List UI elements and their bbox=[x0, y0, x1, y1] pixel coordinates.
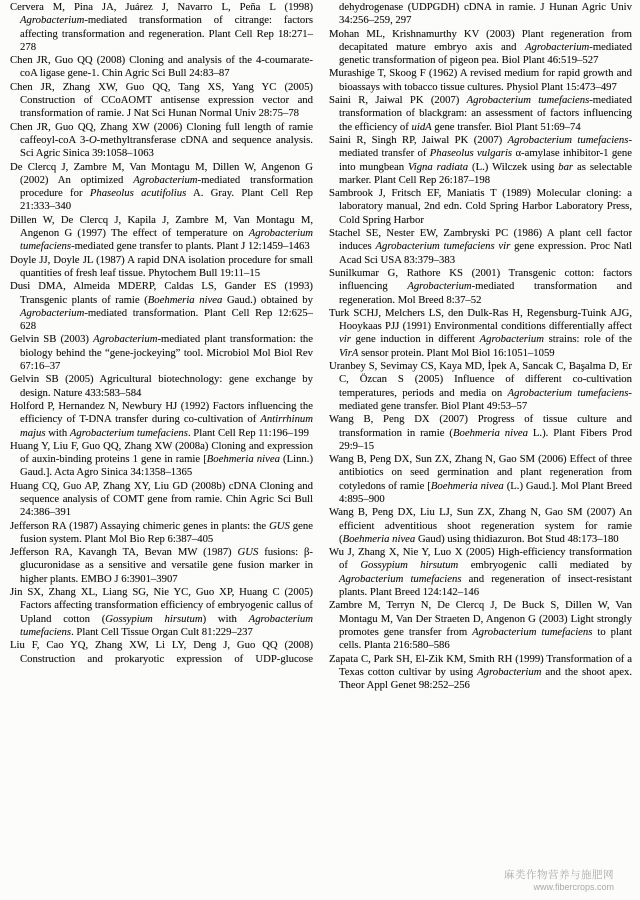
reference-entry bbox=[329, 227, 632, 267]
reference-text: Uranbey S, Sevimay CS, Kaya MD, İpek A, Sancak C, Başalma D, Er C, Özcan S (2005) Influence of different co-cultivation temperatures, periods and media on bbox=[329, 360, 632, 399]
reference-entry bbox=[10, 333, 313, 373]
reference-entry bbox=[329, 413, 632, 453]
reference-text: fusions: β-glucuronidase as a sensitive and versatile gene fusion marker in higher plants. EMBO J 6:3901–3907 bbox=[20, 546, 313, 585]
reference-text: gene fusion system. Plant Mol Bio Rep 6:387–405 bbox=[20, 519, 313, 545]
reference-entry bbox=[329, 267, 632, 307]
reference-column-left bbox=[10, 1, 313, 666]
reference-text: Huang Y, Liu F, Guo QQ, Zhang XW (2008a) Cloning and expression of auxin-binding proteins 1 gene in ramie [ bbox=[10, 439, 313, 466]
reference-entry bbox=[10, 280, 313, 333]
reference-text: gene induction in different bbox=[350, 333, 480, 346]
reference-text: L.). Plant Fibers Prod 29:9–15 bbox=[339, 426, 633, 452]
reference-text: -mediated transformation and regeneration. Mol Breed 8:37–52 bbox=[339, 280, 632, 306]
reference-entry bbox=[329, 653, 632, 693]
reference-italic-term: O bbox=[88, 133, 97, 146]
reference-italic-term: Boehmeria nivea bbox=[206, 453, 280, 466]
site-watermark bbox=[504, 869, 614, 893]
reference-entry bbox=[329, 67, 632, 94]
reference-text: Zambre M, Terryn N, De Clercq J, De Buck S, Dillen W, Van Montagu M, Van Der Straeten D, Angenon G (2003) Light strongly promotes gene transfer from bbox=[329, 599, 632, 638]
reference-text: Chen JR, Guo QQ, Zhang XW (2006) Cloning full length of ramie caffeoyl-coA 3- bbox=[10, 120, 313, 146]
reference-italic-term: Agrobacterium tumefaciens bbox=[466, 94, 590, 107]
reference-text: sensor protein. Plant Mol Biol 16:1051–1059 bbox=[358, 346, 555, 359]
reference-text: De Clercq J, Zambre M, Van Montagu M, Dillen W, Angenon G (2002) An optimized bbox=[10, 160, 313, 186]
reference-text: Gaud.) obtained by bbox=[222, 293, 313, 306]
reference-entry-continued bbox=[329, 1, 632, 28]
reference-entry bbox=[329, 506, 632, 546]
reference-text: Chen JR, Zhang XW, Guo QQ, Tang XS, Yang YC (2005) Construction of CCoAOMT antisense expression vector and transformation of ramie. J Nat Sci Hunan Normal Univ 28:75–78 bbox=[10, 80, 313, 120]
reference-text: Dusi DMA, Almeida MDERP, Caldas LS, Gander ES (1993) Transgenic plants of ramie ( bbox=[10, 280, 313, 306]
reference-entry bbox=[10, 373, 313, 400]
reference-italic-term: Agrobacterium tumefaciens bbox=[69, 426, 188, 439]
reference-text: (L.) Wilczek using bbox=[468, 160, 559, 173]
reference-entry bbox=[329, 546, 632, 599]
reference-text: Saini R, Jaiwal PK (2007) bbox=[329, 94, 467, 107]
reference-text: Huang CQ, Guo AP, Zhang XY, Liu GD (2008b) cDNA Cloning and sequence analysis of COMT gene from ramie. Chin Agric Sci Bull 24:386–391 bbox=[10, 479, 313, 519]
reference-entry bbox=[329, 599, 632, 652]
reference-text: dehydrogenase (UDPGDH) cDNA in ramie. J Hunan Agric Univ 34:256–259, 297 bbox=[339, 1, 632, 27]
reference-text: and regeneration of insect-resistant plants. Plant Breed 124:142–146 bbox=[339, 572, 632, 599]
reference-text: α-amylase inhibitor-1 gene into mungbean bbox=[339, 147, 632, 173]
reference-text: Mohan ML, Krishnamurthy KV (2003) Plant regeneration from decapitated mature embryo axis and bbox=[329, 27, 632, 53]
reference-text: -mediated transformation procedure for bbox=[20, 173, 313, 200]
reference-italic-term: Agrobacterium bbox=[524, 40, 590, 53]
reference-entry bbox=[329, 307, 632, 360]
reference-entry bbox=[329, 187, 632, 227]
reference-text: Dillen W, De Clercq J, Kapila J, Zambre M, Van Montagu M, Angenon G (1997) The effect of temperature on bbox=[10, 213, 313, 240]
reference-entry bbox=[10, 440, 313, 480]
reference-text: gene expression. Proc Natl Acad Sci USA 83:379–383 bbox=[339, 240, 633, 266]
reference-italic-term: Agrobacterium tumefaciens bbox=[472, 625, 593, 638]
reference-text: Cervera M, Pina JA, Juárez J, Navarro L, Peña L (1998) bbox=[10, 1, 313, 13]
reference-text: Sunilkumar G, Rathore KS (2001) Transgenic cotton: factors influencing bbox=[329, 266, 632, 293]
reference-text: . Plant Cell Tissue Organ Cult 81:229–237 bbox=[71, 625, 253, 638]
reference-text: strains: role of the bbox=[543, 333, 632, 346]
reference-entry bbox=[10, 214, 313, 254]
reference-italic-term: Agrobacterium bbox=[477, 665, 542, 678]
reference-italic-term: GUS bbox=[237, 546, 259, 559]
watermark-url: www.fibercrops.com bbox=[533, 882, 614, 892]
reference-italic-term: uidA bbox=[411, 120, 432, 133]
reference-italic-term: Vigna radiata bbox=[407, 160, 469, 173]
reference-text: with bbox=[45, 426, 70, 439]
reference-italic-term: Phaseolus acutifolius bbox=[89, 187, 187, 200]
reference-entry bbox=[10, 81, 313, 121]
reference-italic-term: vir bbox=[339, 333, 351, 346]
reference-text: Jefferson RA (1987) Assaying chimeric genes in plants: the bbox=[10, 519, 270, 532]
reference-entry bbox=[10, 161, 313, 214]
reference-italic-term: Agrobacterium tumefaciens bbox=[507, 386, 629, 399]
reference-entry bbox=[329, 94, 632, 134]
reference-text: Sambrook J, Fritsch EF, Maniatis T (1989) Molecular cloning: a laboratory manual, 2nd edn. Cold Spring Harbor Laboratory Press, Cold Spring Harbor bbox=[329, 187, 632, 226]
reference-italic-term: Phaseolus vulgaris bbox=[429, 147, 513, 160]
reference-entry bbox=[329, 360, 632, 413]
reference-text: Wang B, Peng DX (2007) Progress of tissue culture and transformation in ramie ( bbox=[329, 413, 632, 439]
reference-entry bbox=[10, 586, 313, 639]
reference-text: A. Gray. Plant Cell Rep 21:333–340 bbox=[20, 187, 314, 213]
reference-italic-term: Agrobacterium bbox=[20, 306, 85, 319]
reference-text: -methyltransferase cDNA and sequence analysis. Sci Agric Sinica 39:1058–1063 bbox=[20, 133, 313, 160]
reference-text: Murashige T, Skoog F (1962) A revised medium for rapid growth and bioassays with tobacco tissue cultures. Physiol Plant 15:473–497 bbox=[329, 67, 632, 93]
reference-text: Jefferson RA, Kavangh TA, Bevan MW (1987) bbox=[10, 546, 238, 559]
reference-text: Zapata C, Park SH, El-Zik KM, Smith RH (1999) Transformation of a Texas cotton cultivar by using bbox=[329, 652, 632, 678]
reference-text: Wu J, Zhang X, Nie Y, Luo X (2005) High-efficiency transformation of bbox=[329, 546, 632, 572]
reference-entry bbox=[10, 54, 313, 81]
reference-entry bbox=[10, 254, 313, 281]
reference-italic-term: Boehmeria nivea bbox=[342, 532, 416, 545]
reference-text: Chen JR, Guo QQ (2008) Cloning and analysis of the 4-coumarate-coA ligase gene-1. Chin Agric Sci Bull 24:83–87 bbox=[10, 54, 313, 80]
reference-italic-term: Agrobacterium bbox=[93, 333, 158, 346]
reference-text: -mediated transformation. Plant Cell Rep 12:625–628 bbox=[20, 306, 313, 333]
reference-entry bbox=[10, 1, 313, 54]
reference-text: ) with bbox=[202, 612, 249, 625]
reference-italic-term: Agrobacterium tumefaciens bbox=[20, 227, 313, 253]
reference-italic-term: Boehmeria nivea bbox=[430, 479, 504, 492]
reference-italic-term: Agrobacterium tumefaciens bbox=[339, 572, 462, 585]
reference-text: -mediated transformation of blackgram: an assessment of factors influencing the efficiency of bbox=[339, 94, 632, 133]
reference-entry bbox=[10, 546, 313, 586]
reference-italic-term: Agrobacterium tumefaciens bbox=[20, 612, 313, 638]
reference-text: Wang B, Peng DX, Sun ZX, Zhang N, Gao SM (2006) Effect of three antibiotics on seed germination and plant regeneration from cotyledons of ramie [ bbox=[329, 453, 632, 492]
reference-italic-term: Gossypium hirsutum bbox=[105, 612, 203, 625]
reference-italic-term: Boehmeria nivea bbox=[147, 293, 223, 306]
reference-italic-term: GUS bbox=[269, 519, 290, 532]
reference-italic-term: Agrobacterium tumefaciens vir bbox=[375, 240, 511, 253]
reference-text: Gelvin SB (2003) bbox=[10, 333, 94, 346]
reference-italic-term: Gossypium hirsutum bbox=[360, 559, 459, 572]
reference-entry bbox=[329, 134, 632, 187]
reference-text: as selectable marker. Plant Cell Rep 26:187–198 bbox=[339, 160, 632, 186]
reference-italic-term: Agrobacterium bbox=[407, 280, 472, 293]
reference-text: . Plant Cell Rep 11:196–199 bbox=[187, 426, 309, 439]
reference-text: Gelvin SB (2005) Agricultural biotechnology: gene exchange by design. Nature 433:583–584 bbox=[10, 373, 313, 399]
reference-text: -mediated plant transformation: the biology behind the “gene-jockeying” tool. Microbiol Mol Biol Rev 67:16–37 bbox=[20, 333, 314, 373]
reference-text: Stachel SE, Nester EW, Zambryski PC (1986) A plant cell factor induces bbox=[329, 227, 632, 253]
reference-entry bbox=[329, 28, 632, 68]
reference-text: Holford P, Hernandez N, Newbury HJ (1992) Factors influencing the efficiency of T-DNA transfer during co-cultivation of bbox=[10, 399, 313, 426]
reference-italic-term: Agrobacterium bbox=[479, 333, 544, 346]
reference-text: (Linn.) Gaud.]. Acta Agro Sinica 34:1358–1365 bbox=[20, 453, 314, 479]
reference-entry bbox=[329, 453, 632, 506]
reference-text: -mediated transformation of citrange: factors affecting transformation and regeneration. Plant Cell Rep 18:271–278 bbox=[20, 14, 313, 53]
reference-entry bbox=[10, 121, 313, 161]
reference-italic-term: Agrobacterium bbox=[133, 173, 198, 186]
reference-italic-term: Boehmeria nivea bbox=[452, 426, 528, 439]
reference-entry bbox=[10, 520, 313, 547]
reference-text: -mediated genetic transformation of pigeon pea. Biol Plant 46:519–527 bbox=[339, 40, 632, 67]
reference-text: Turk SCHJ, Melchers LS, den Dulk-Ras H, Regensburg-Tuink AJG, Hooykaas PJJ (1991) Environmental conditions differentially affect bbox=[329, 306, 632, 333]
reference-italic-term: Agrobacterium bbox=[20, 14, 85, 27]
reference-text: gene transfer. Biol Plant 51:69–74 bbox=[431, 120, 581, 133]
reference-text: Gaud) using thidiazuron. Bot Stud 48:173–180 bbox=[415, 532, 619, 545]
reference-text: (L.) Gaud.]. Mol Plant Breed 4:895–900 bbox=[339, 479, 632, 505]
reference-entry bbox=[10, 639, 313, 666]
reference-text: and the shoot apex. Theor Appl Genet 98:252–256 bbox=[339, 665, 632, 692]
reference-text: embryogenic calli mediated by bbox=[458, 559, 632, 572]
reference-text: Wang B, Peng DX, Liu LJ, Sun ZX, Zhang N, Gao SM (2007) An efficient adventitious shoot regeneration system for ramie ( bbox=[329, 506, 632, 545]
reference-text: Jin SX, Zhang XL, Liang SG, Nie YC, Guo XP, Huang C (2005) Factors affecting transformation efficiency of embryogenic callus of Upland cotton ( bbox=[10, 586, 313, 625]
reference-entry bbox=[10, 400, 313, 440]
reference-text: -mediated gene transfer to plants. Plant J 12:1459–1463 bbox=[71, 240, 310, 253]
reference-text: to plant cells. Planta 216:580–586 bbox=[339, 625, 632, 652]
reference-text: Saini R, Singh RP, Jaiwal PK (2007) bbox=[329, 133, 508, 146]
reference-column-right bbox=[329, 1, 632, 692]
reference-text: Doyle JJ, Doyle JL (1987) A rapid DNA isolation procedure for small quantities of fresh leaf tissue. Phytochem Bull 19:11–15 bbox=[10, 253, 313, 279]
reference-italic-term: VirA bbox=[339, 346, 359, 359]
reference-text: Liu F, Cao YQ, Zhang XW, Li LY, Deng J, Guo QQ (2008) Construction and prokaryotic expression of UDP-glucose bbox=[10, 639, 313, 665]
watermark-site-name: 麻类作物营养与施肥网 bbox=[504, 869, 614, 881]
reference-italic-term: Agrobacterium tumefaciens bbox=[507, 133, 629, 146]
reference-text: -mediated gene transfer. Biol Plant 49:53–57 bbox=[339, 386, 632, 412]
reference-italic-term: bar bbox=[558, 160, 574, 173]
reference-entry bbox=[10, 480, 313, 520]
reference-italic-term: Antirrhinum majus bbox=[20, 413, 313, 439]
reference-text: -mediated transfer of bbox=[339, 133, 632, 160]
